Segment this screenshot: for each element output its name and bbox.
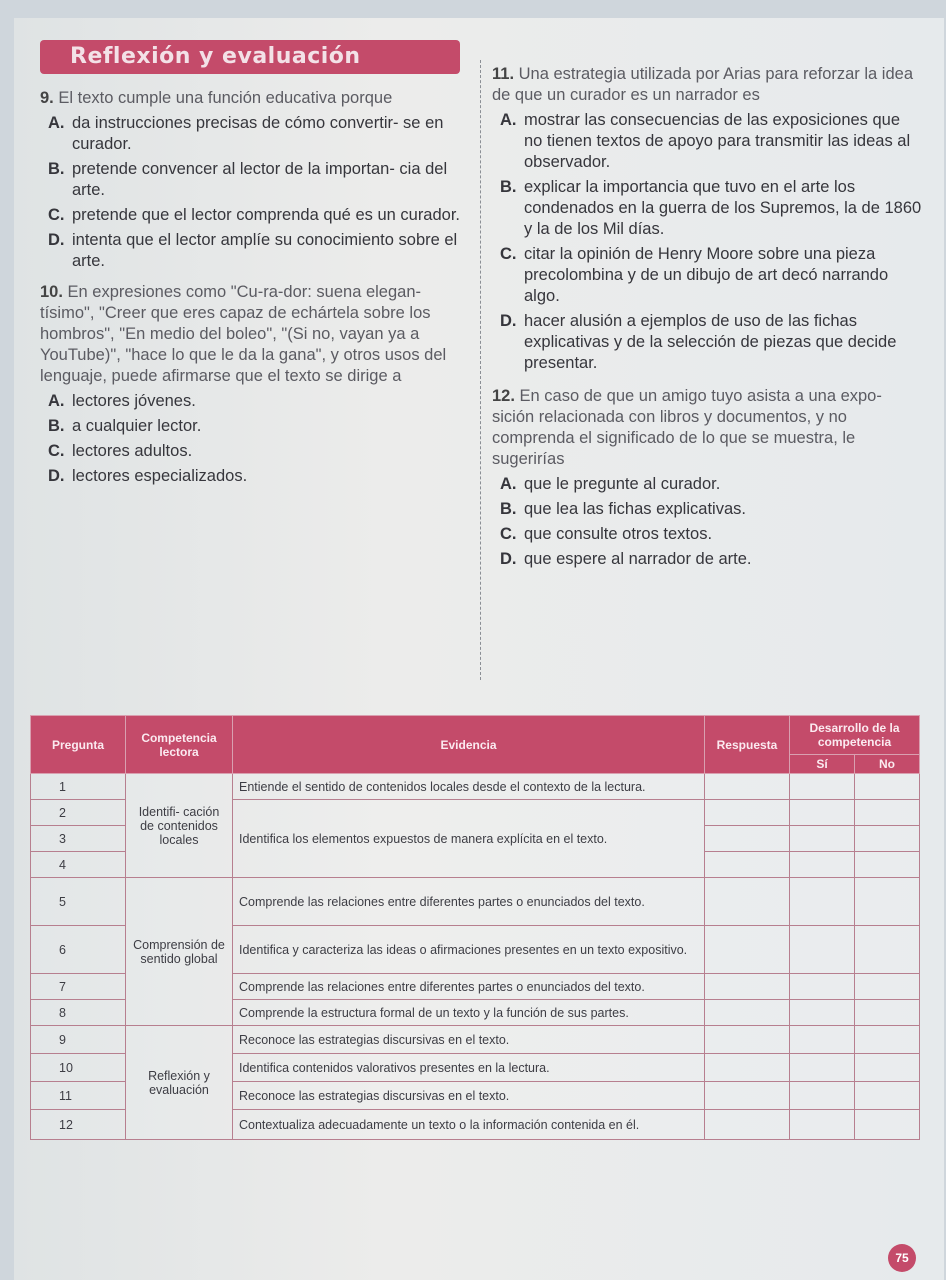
respuesta-cell[interactable] [705, 774, 790, 800]
option-b: B. pretende convencer al lector de la importan- cia del arte. [48, 160, 448, 199]
row-number: 1 [31, 774, 126, 800]
respuesta-cell[interactable] [705, 878, 790, 926]
header-respuesta: Respuesta [705, 716, 790, 774]
question-stem: En expresiones como "Cu-ra-dor: suena elegan- tísimo", "Creer que eres capaz de echártela sobre los hombros", "En medio del boleo", "(Si no, vayan ya a YouTube)", "hace lo que le da la gana", y otros usos del lenguaje, puede afirmarse que el texto se dirige a [40, 283, 447, 385]
row-number: 12 [31, 1110, 126, 1140]
option-a: A. lectores jóvenes. [48, 392, 196, 410]
row-number: 8 [31, 1000, 126, 1026]
no-cell[interactable] [855, 926, 920, 974]
no-cell[interactable] [855, 1054, 920, 1082]
no-cell[interactable] [855, 974, 920, 1000]
no-cell[interactable] [855, 1026, 920, 1054]
competencia-cell: Identifi- cación de contenidos locales [126, 774, 233, 878]
si-cell[interactable] [790, 852, 855, 878]
si-cell[interactable] [790, 1082, 855, 1110]
option-d: D. intenta que el lector amplíe su conocimiento sobre el arte. [48, 231, 458, 270]
right-column [492, 40, 922, 570]
option-c: C. que consulte otros textos. [500, 525, 713, 543]
question-stem: En caso de que un amigo tuyo asista a una expo- sición relacionada con libros y documentos, y no comprenda el significado de lo que se muestra, le sugerirías [492, 387, 882, 468]
option-b: B. a cualquier lector. [48, 417, 202, 435]
page-number: 75 [888, 1244, 916, 1272]
respuesta-cell[interactable] [705, 1000, 790, 1026]
header-evidencia: Evidencia [233, 716, 705, 774]
evidencia-cell: Comprende las relaciones entre diferentes partes o enunciados del texto. [233, 974, 705, 1000]
question-number: 10. [40, 283, 63, 301]
header-competencia: Competencia lectora [126, 716, 233, 774]
question-12 [492, 386, 922, 570]
respuesta-cell[interactable] [705, 852, 790, 878]
header-pregunta: Pregunta [31, 716, 126, 774]
si-cell[interactable] [790, 974, 855, 1000]
table-row [31, 774, 920, 800]
respuesta-cell[interactable] [705, 1110, 790, 1140]
question-stem: Una estrategia utilizada por Arias para reforzar la idea de que un curador es un narrador es [492, 65, 914, 104]
no-cell[interactable] [855, 826, 920, 852]
question-number: 12. [492, 387, 515, 405]
option-c: C. pretende que el lector comprenda qué es un curador. [48, 206, 461, 224]
row-number: 5 [31, 878, 126, 926]
option-c: C. citar la opinión de Henry Moore sobre una pieza precolombina y de un dibujo de art decó narrando algo. [500, 245, 889, 305]
option-a: A. da instrucciones precisas de cómo convertir- se en curador. [48, 114, 444, 153]
si-cell[interactable] [790, 1000, 855, 1026]
respuesta-cell[interactable] [705, 974, 790, 1000]
table-row [31, 878, 920, 926]
respuesta-cell[interactable] [705, 926, 790, 974]
no-cell[interactable] [855, 852, 920, 878]
question-9 [40, 88, 470, 272]
si-cell[interactable] [790, 1110, 855, 1140]
respuesta-cell[interactable] [705, 1082, 790, 1110]
no-cell[interactable] [855, 1000, 920, 1026]
question-stem: El texto cumple una función educativa porque [58, 89, 393, 107]
option-a: A. mostrar las consecuencias de las exposiciones que no tienen textos de apoyo para transmitir las ideas al observador. [500, 111, 911, 171]
si-cell[interactable] [790, 878, 855, 926]
header-desarrollo: Desarrollo de la competencia [790, 716, 920, 755]
si-cell[interactable] [790, 826, 855, 852]
competencia-cell: Reflexión y evaluación [126, 1026, 233, 1140]
row-number: 11 [31, 1082, 126, 1110]
row-number: 9 [31, 1026, 126, 1054]
no-cell[interactable] [855, 1110, 920, 1140]
question-10 [40, 282, 470, 487]
question-number: 9. [40, 89, 54, 107]
row-number: 3 [31, 826, 126, 852]
option-a: A. que le pregunte al curador. [500, 475, 721, 493]
respuesta-cell[interactable] [705, 800, 790, 826]
competencia-cell: Comprensión de sentido global [126, 878, 233, 1026]
si-cell[interactable] [790, 926, 855, 974]
evidencia-cell: Comprende las relaciones entre diferentes partes o enunciados del texto. [233, 878, 705, 926]
row-number: 4 [31, 852, 126, 878]
si-cell[interactable] [790, 1026, 855, 1054]
option-b: B. explicar la importancia que tuvo en el arte los condenados en la guerra de los Supremos, la de 1860 y la de los Mil días. [500, 178, 922, 238]
question-number: 11. [492, 65, 515, 83]
no-cell[interactable] [855, 1082, 920, 1110]
evidencia-cell: Contextualiza adecuadamente un texto o la información contenida en él. [233, 1110, 705, 1140]
table-row [31, 1026, 920, 1054]
si-cell[interactable] [790, 800, 855, 826]
option-b: B. que lea las fichas explicativas. [500, 500, 746, 518]
evidencia-cell: Identifica contenidos valorativos presentes en la lectura. [233, 1054, 705, 1082]
evidencia-cell: Identifica los elementos expuestos de manera explícita en el texto. [233, 800, 705, 878]
evaluation-table [30, 715, 920, 1140]
column-divider [480, 60, 481, 680]
header-si: Sí [790, 755, 855, 774]
option-d: D. hacer alusión a ejemplos de uso de las fichas explicativas y de la selección de piezas que decide presentar. [500, 312, 897, 372]
option-d: D. que espere al narrador de arte. [500, 550, 752, 568]
respuesta-cell[interactable] [705, 1054, 790, 1082]
question-11 [492, 64, 922, 374]
evidencia-cell: Reconoce las estrategias discursivas en el texto. [233, 1082, 705, 1110]
row-number: 10 [31, 1054, 126, 1082]
section-title: Reflexión y evaluación [40, 40, 460, 74]
no-cell[interactable] [855, 774, 920, 800]
evidencia-cell: Identifica y caracteriza las ideas o afirmaciones presentes en un texto expositivo. [233, 926, 705, 974]
respuesta-cell[interactable] [705, 1026, 790, 1054]
evidencia-cell: Entiende el sentido de contenidos locales desde el contexto de la lectura. [233, 774, 705, 800]
row-number: 7 [31, 974, 126, 1000]
si-cell[interactable] [790, 774, 855, 800]
respuesta-cell[interactable] [705, 826, 790, 852]
left-column [40, 40, 470, 487]
row-number: 6 [31, 926, 126, 974]
header-no: No [855, 755, 920, 774]
evidencia-cell: Reconoce las estrategias discursivas en el texto. [233, 1026, 705, 1054]
si-cell[interactable] [790, 1054, 855, 1082]
evidencia-cell: Comprende la estructura formal de un texto y la función de sus partes. [233, 1000, 705, 1026]
evaluation-table-wrapper [30, 715, 920, 1140]
no-cell[interactable] [855, 800, 920, 826]
no-cell[interactable] [855, 878, 920, 926]
row-number: 2 [31, 800, 126, 826]
option-c: C. lectores adultos. [48, 442, 193, 460]
option-d: D. lectores especializados. [48, 467, 248, 485]
